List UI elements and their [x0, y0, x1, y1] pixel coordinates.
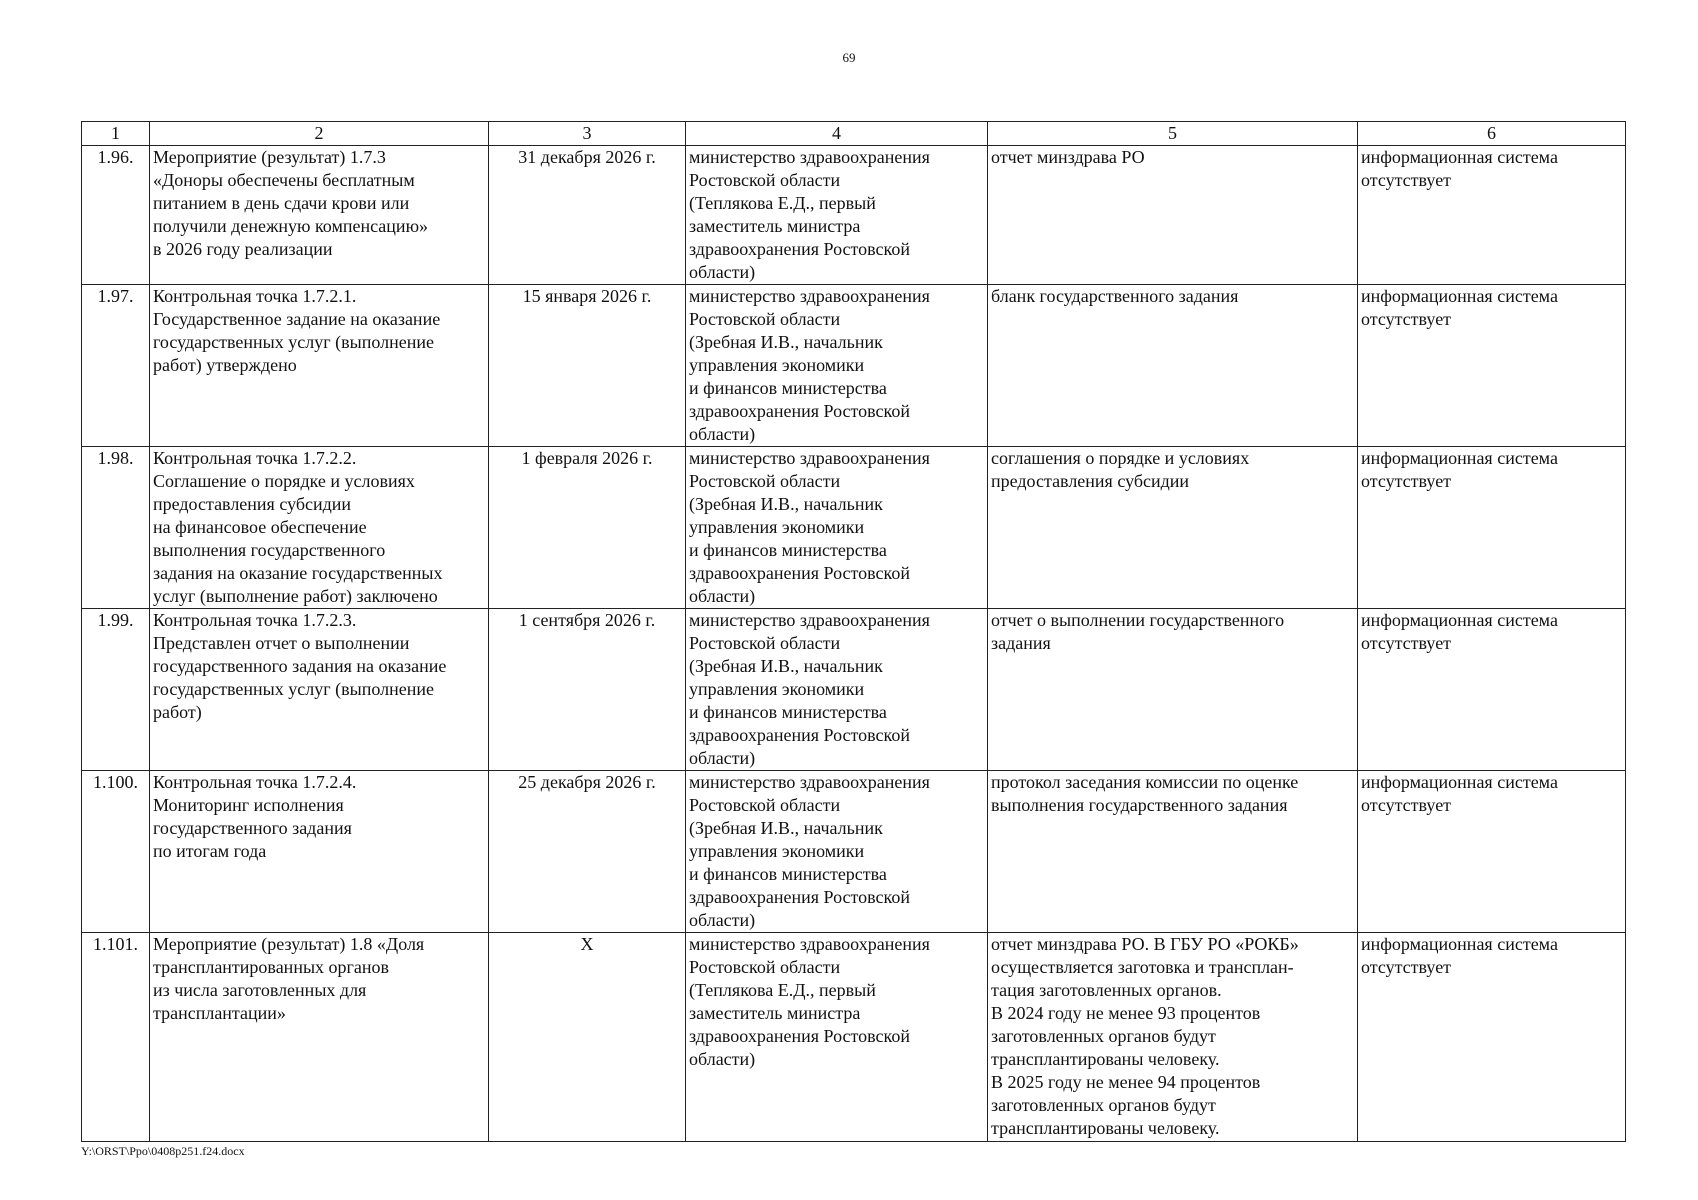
footer-file-path: Y:\ORST\Ppo\0408p251.f24.docx	[81, 1144, 245, 1158]
responsible-cell: министерство здравоохранения Ростовской области (Теплякова Е.Д., первый заместитель министра здравоохранения Ростовской области)	[686, 146, 988, 285]
header-col-3: 3	[489, 122, 686, 146]
table-row	[82, 771, 1626, 933]
system-cell: информационная система отсутствует	[1358, 771, 1626, 933]
event-cell: Мероприятие (результат) 1.8 «Доля трансплантированных органов из числа заготовленных для трансплантации»	[150, 933, 489, 1142]
row-number: 1.99.	[82, 609, 150, 771]
table-row	[82, 285, 1626, 447]
event-cell: Контрольная точка 1.7.2.4. Мониторинг исполнения государственного задания по итогам года	[150, 771, 489, 933]
system-cell: информационная система отсутствует	[1358, 447, 1626, 609]
header-col-4: 4	[686, 122, 988, 146]
document-cell: отчет минздрава РО. В ГБУ РО «РОКБ» осуществляется заготовка и трансплан- тация заготовленных органов. В 2024 году не менее 93 процентов заготовленных органов будут трансплантированы человеку. В 2025 году не менее 94 процентов заготовленных органов будут трансплантированы человеку.	[988, 933, 1358, 1142]
header-col-2: 2	[150, 122, 489, 146]
responsible-cell: министерство здравоохранения Ростовской области (Теплякова Е.Д., первый заместитель министра здравоохранения Ростовской области)	[686, 933, 988, 1142]
row-number: 1.97.	[82, 285, 150, 447]
table-row	[82, 933, 1626, 1142]
document-cell: протокол заседания комиссии по оценке выполнения государственного задания	[988, 771, 1358, 933]
row-number: 1.96.	[82, 146, 150, 285]
row-number: 1.98.	[82, 447, 150, 609]
system-cell: информационная система отсутствует	[1358, 285, 1626, 447]
event-cell: Контрольная точка 1.7.2.3. Представлен отчет о выполнении государственного задания на оказание государственных услуг (выполнение работ)	[150, 609, 489, 771]
table-row	[82, 447, 1626, 609]
system-cell: информационная система отсутствует	[1358, 933, 1626, 1142]
system-cell: информационная система отсутствует	[1358, 609, 1626, 771]
header-col-5: 5	[988, 122, 1358, 146]
row-number: 1.101.	[82, 933, 150, 1142]
event-cell: Контрольная точка 1.7.2.1. Государственное задание на оказание государственных услуг (выполнение работ) утверждено	[150, 285, 489, 447]
date-cell: 1 сентября 2026 г.	[489, 609, 686, 771]
table-row	[82, 609, 1626, 771]
page-number: 69	[842, 50, 856, 65]
date-cell: 31 декабря 2026 г.	[489, 146, 686, 285]
date-cell: 1 февраля 2026 г.	[489, 447, 686, 609]
header-col-1: 1	[82, 122, 150, 146]
table-row	[82, 146, 1626, 285]
document-table	[81, 121, 1626, 1142]
responsible-cell: министерство здравоохранения Ростовской области (Зребная И.В., начальник управления экономики и финансов министерства здравоохранения Ростовской области)	[686, 771, 988, 933]
event-cell: Мероприятие (результат) 1.7.3 «Доноры обеспечены бесплатным питанием в день сдачи крови или получили денежную компенсацию» в 2026 году реализации	[150, 146, 489, 285]
event-cell: Контрольная точка 1.7.2.2. Соглашение о порядке и условиях предоставления субсидии на финансовое обеспечение выполнения государственного задания на оказание государственных услуг (выполнение работ) заключено	[150, 447, 489, 609]
responsible-cell: министерство здравоохранения Ростовской области (Зребная И.В., начальник управления экономики и финансов министерства здравоохранения Ростовской области)	[686, 285, 988, 447]
responsible-cell: министерство здравоохранения Ростовской области (Зребная И.В., начальник управления экономики и финансов министерства здравоохранения Ростовской области)	[686, 609, 988, 771]
date-cell: 25 декабря 2026 г.	[489, 771, 686, 933]
system-cell: информационная система отсутствует	[1358, 146, 1626, 285]
date-cell: 15 января 2026 г.	[489, 285, 686, 447]
date-cell: X	[489, 933, 686, 1142]
document-cell: бланк государственного задания	[988, 285, 1358, 447]
document-cell: соглашения о порядке и условиях предоставления субсидии	[988, 447, 1358, 609]
document-cell: отчет о выполнении государственного задания	[988, 609, 1358, 771]
responsible-cell: министерство здравоохранения Ростовской области (Зребная И.В., начальник управления экономики и финансов министерства здравоохранения Ростовской области)	[686, 447, 988, 609]
row-number: 1.100.	[82, 771, 150, 933]
header-col-6: 6	[1358, 122, 1626, 146]
document-cell: отчет минздрава РО	[988, 146, 1358, 285]
table-header-row	[82, 122, 1626, 146]
